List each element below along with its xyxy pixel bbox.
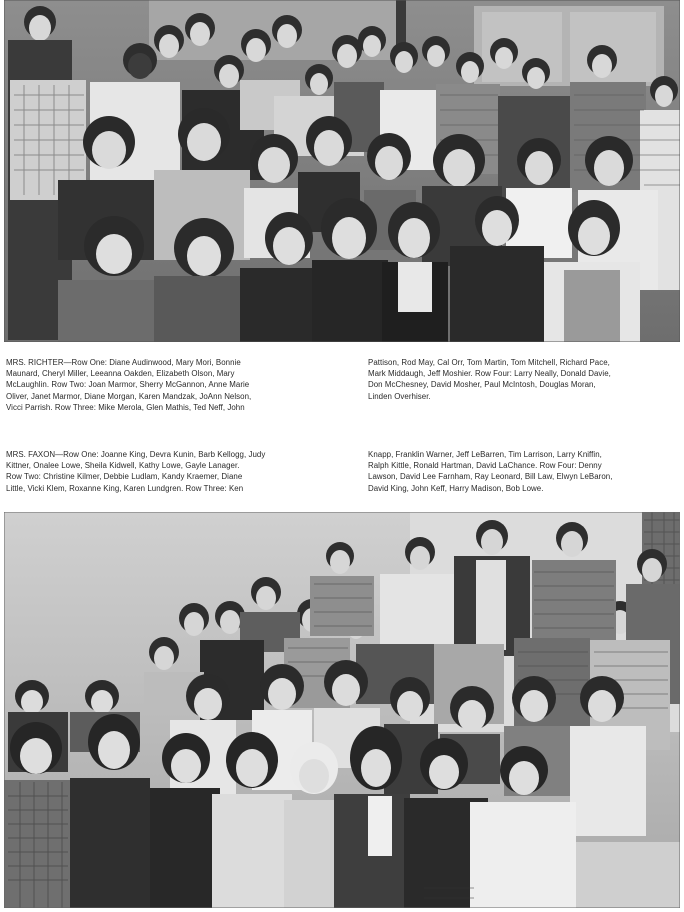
caption-line: McLaughlin. Row Two: Joan Marmor, Sherry McGannon, Anne Marie bbox=[6, 380, 250, 390]
caption-line: Mark Middaugh, Jeff Moshier. Row Four: Larry Neally, Donald Davie, bbox=[368, 369, 611, 379]
caption-faxon-left bbox=[6, 449, 318, 494]
caption-line: Pattison, Rod May, Cal Orr, Tom Martin, Tom Mitchell, Richard Pace, bbox=[368, 358, 610, 367]
caption-line: Oliver, Janet Marmor, Diane Morgan, Karen Mandzak, JoAnn Nelson, bbox=[6, 391, 252, 401]
caption-line: Row Two: Christine Kilmer, Debbie Ludlam, Kandy Kraemer, Diane bbox=[6, 472, 243, 482]
caption-richter-left bbox=[6, 357, 318, 413]
caption-line: David King, John Keff, Harry Madison, Bob Lowe. bbox=[368, 483, 544, 493]
caption-line: MRS. FAXON—Row One: Joanne King, Devra Kunin, Barb Kellogg, Judy bbox=[6, 450, 266, 459]
caption-line: Little, Vicki Klem, Roxanne King, Karen Lundgren. Row Three: Ken bbox=[6, 483, 244, 493]
caption-line: Linden Overhiser. bbox=[368, 391, 431, 401]
caption-line: Ralph Kittle, Ronald Hartman, David LaChance. Row Four: Denny bbox=[368, 461, 602, 471]
caption-line: MRS. RICHTER—Row One: Diane Audinwood, Mary Mori, Bonnie bbox=[6, 358, 241, 367]
caption-line: Lawson, David Lee Farnham, Ray Leonard, Bill Law, Elwyn LeBaron, bbox=[368, 472, 613, 482]
caption-richter-right bbox=[368, 357, 680, 402]
class-photo-faxon-image bbox=[4, 512, 680, 908]
caption-faxon-right bbox=[368, 449, 680, 494]
caption-line: Don McChesney, David Mosher, Paul McIntosh, Douglas Moran, bbox=[368, 380, 596, 390]
class-photo-richter-image bbox=[4, 0, 680, 342]
class-photo-faxon bbox=[4, 512, 680, 908]
caption-line: Vicci Parrish. Row Three: Mike Merola, Glen Mathis, Ted Neff, John bbox=[6, 402, 245, 412]
caption-line: Knapp, Franklin Warner, Jeff LeBarren, Tim Larrison, Larry Kniffin, bbox=[368, 450, 602, 459]
caption-line: Maunard, Cheryl Miller, Leeanna Oakden, Elizabeth Olson, Mary bbox=[6, 369, 235, 379]
caption-line: Kittner, Onalee Lowe, Sheila Kidwell, Kathy Lowe, Gayle Lanager. bbox=[6, 461, 240, 471]
class-photo-richter bbox=[4, 0, 680, 342]
